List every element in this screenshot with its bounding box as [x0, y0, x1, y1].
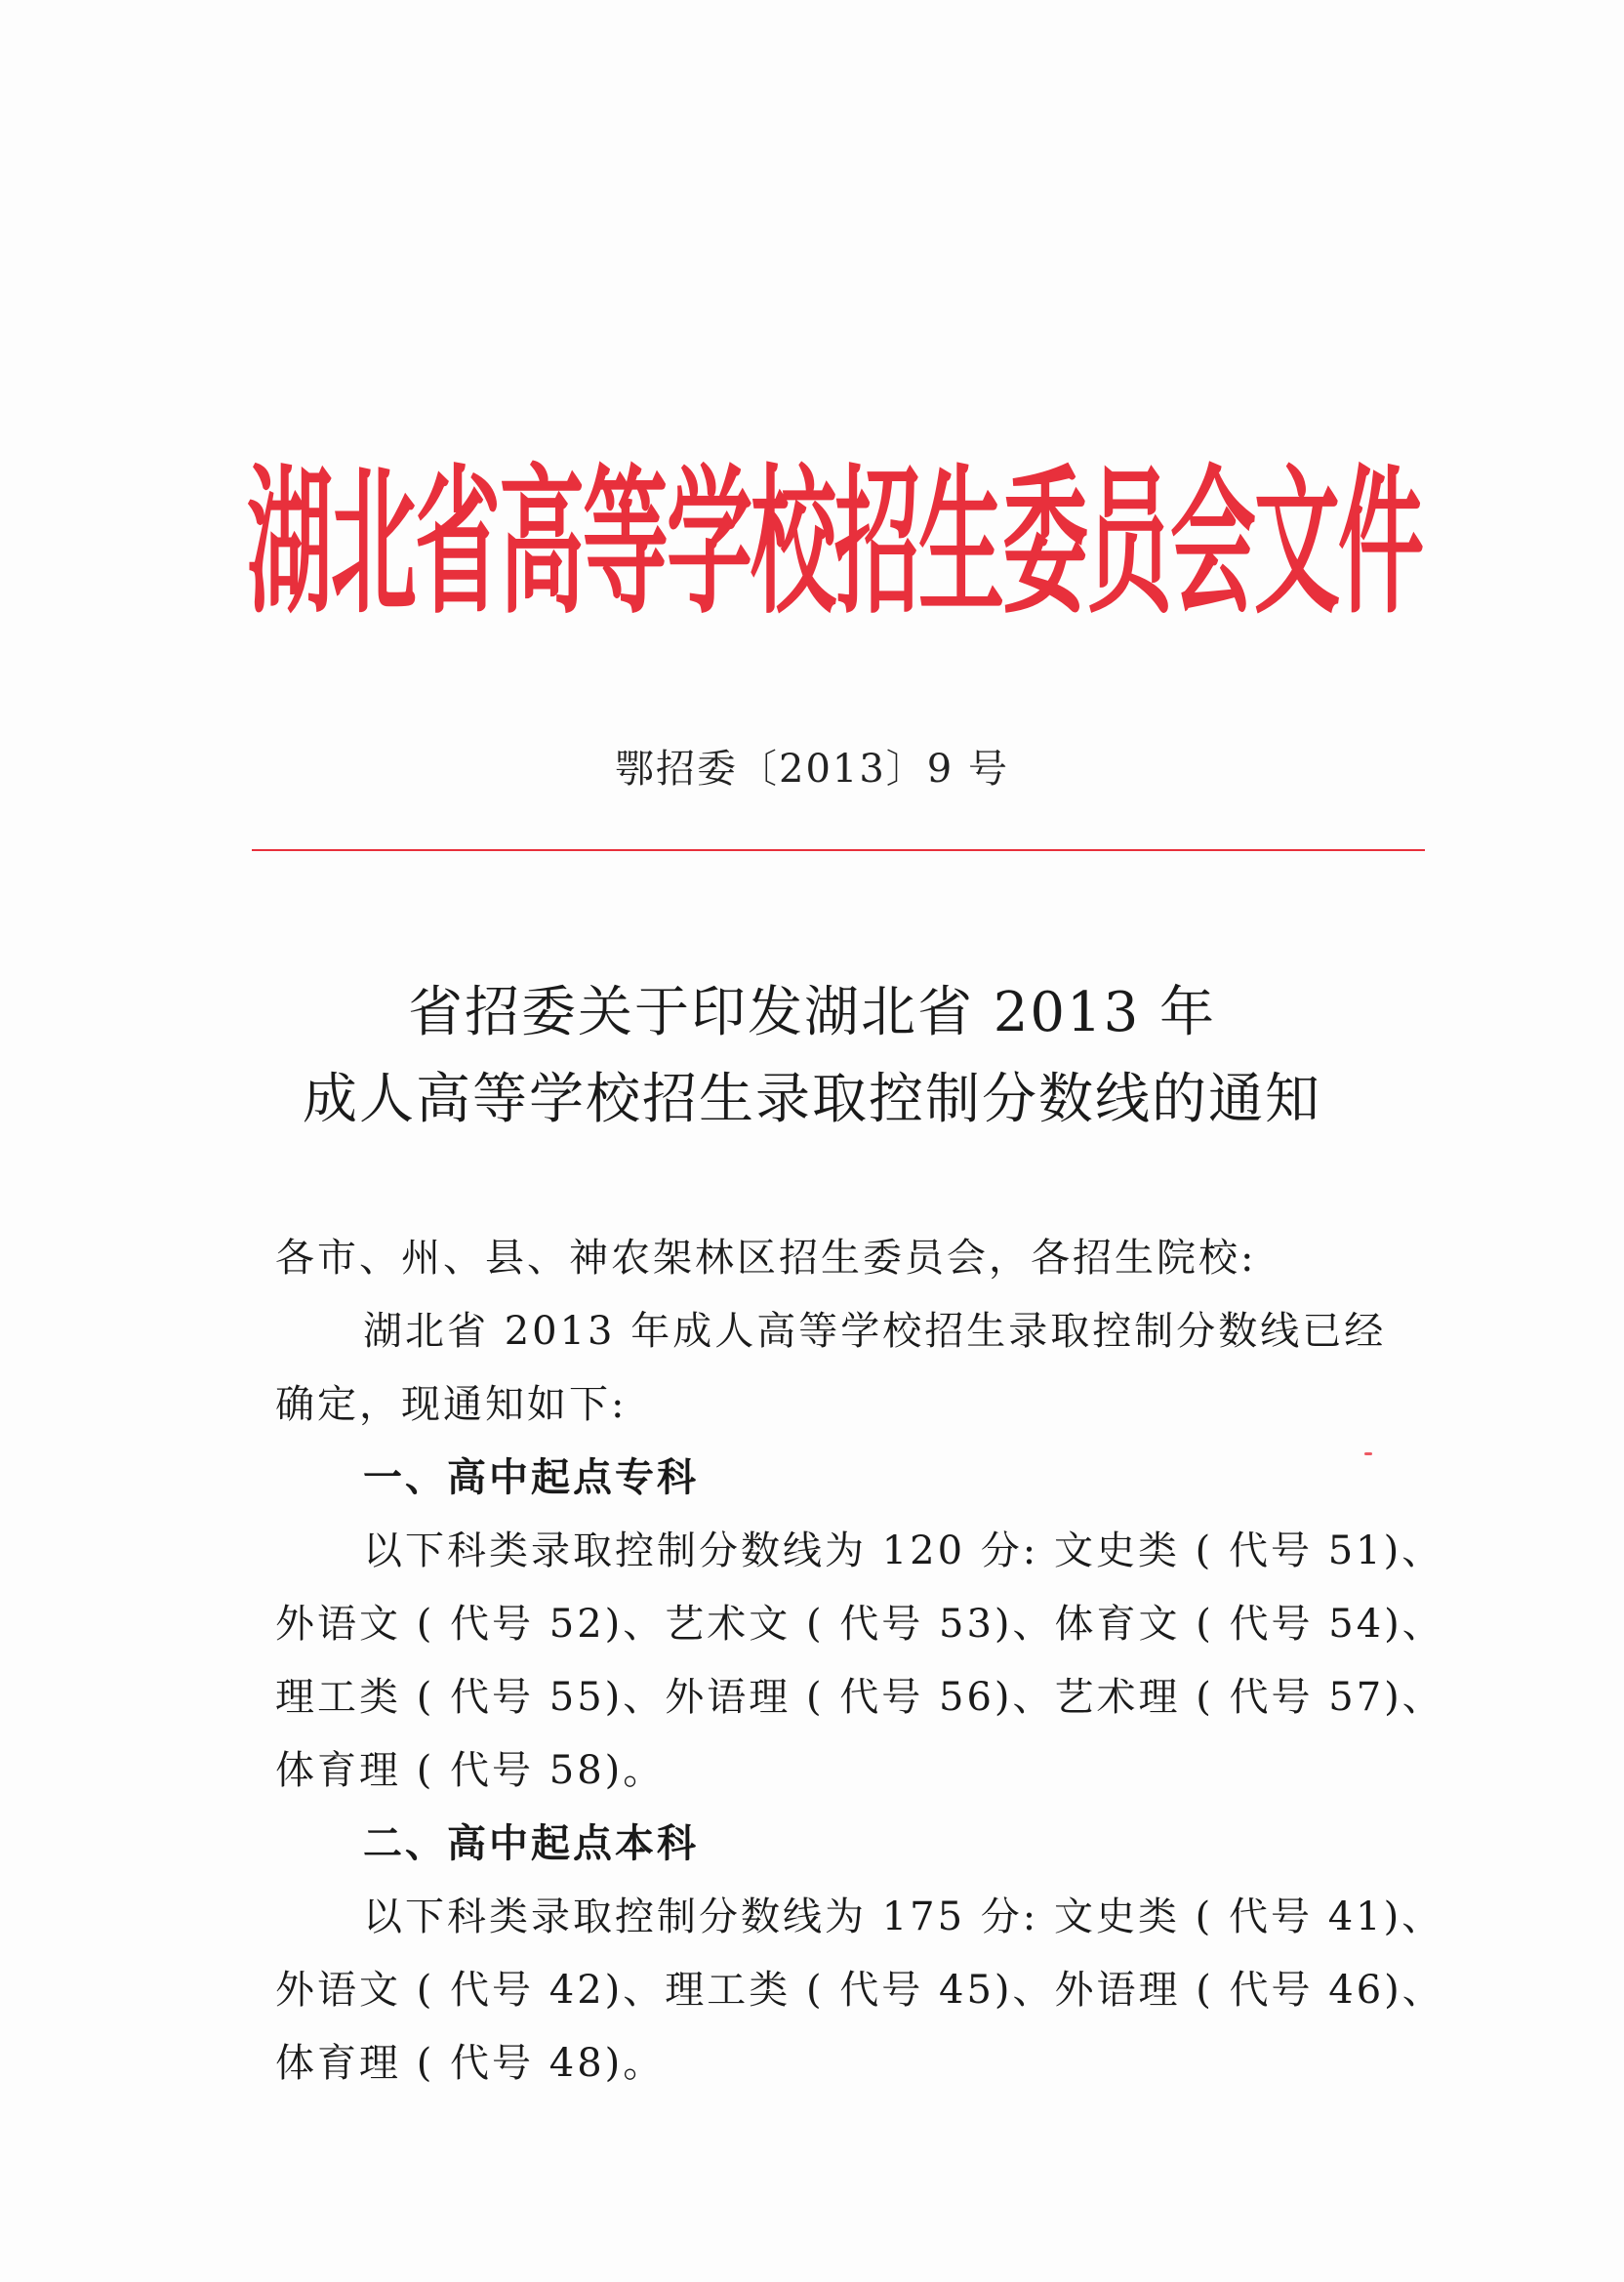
- notice-title-line-2: 成人高等学校招生录取控制分数线的通知: [303, 1068, 1321, 1131]
- masthead-title: 湖北省高等学校招生委员会文件: [246, 447, 1422, 636]
- section-1-line: 外语文 ( 代号 52)、艺术文 ( 代号 53)、体育文 ( 代号 54)、: [275, 1602, 1444, 1647]
- section-heading-2: 二、高中起点本科: [363, 1821, 699, 1866]
- section-1-line: 理工类 ( 代号 55)、外语理 ( 代号 56)、艺术理 ( 代号 57)、: [275, 1675, 1444, 1720]
- section-heading-1: 一、高中起点专科: [363, 1455, 699, 1500]
- document-number: 鄂招委〔2013〕9 号: [615, 747, 1009, 792]
- red-ink-speck: [1364, 1452, 1372, 1455]
- intro-paragraph-line-2: 确定，现通知如下:: [275, 1382, 628, 1427]
- salutation: 各市、州、县、神农架林区招生委员会，各招生院校:: [275, 1236, 1257, 1281]
- section-2-line: 外语文 ( 代号 42)、理工类 ( 代号 45)、外语理 ( 代号 46)、: [275, 1968, 1444, 2013]
- section-2-line: 体育理 ( 代号 48)。: [275, 2041, 666, 2086]
- notice-title-line-1: 省招委关于印发湖北省 2013 年: [407, 981, 1217, 1044]
- section-2-line: 以下科类录取控制分数线为 175 分: 文史类 ( 代号 41)、: [363, 1895, 1444, 1939]
- red-divider-line: [252, 849, 1425, 851]
- section-1-line: 体育理 ( 代号 58)。: [275, 1748, 666, 1793]
- section-1-line: 以下科类录取控制分数线为 120 分: 文史类 ( 代号 51)、: [363, 1528, 1444, 1573]
- intro-paragraph-line-1: 湖北省 2013 年成人高等学校招生录取控制分数线已经: [363, 1309, 1387, 1354]
